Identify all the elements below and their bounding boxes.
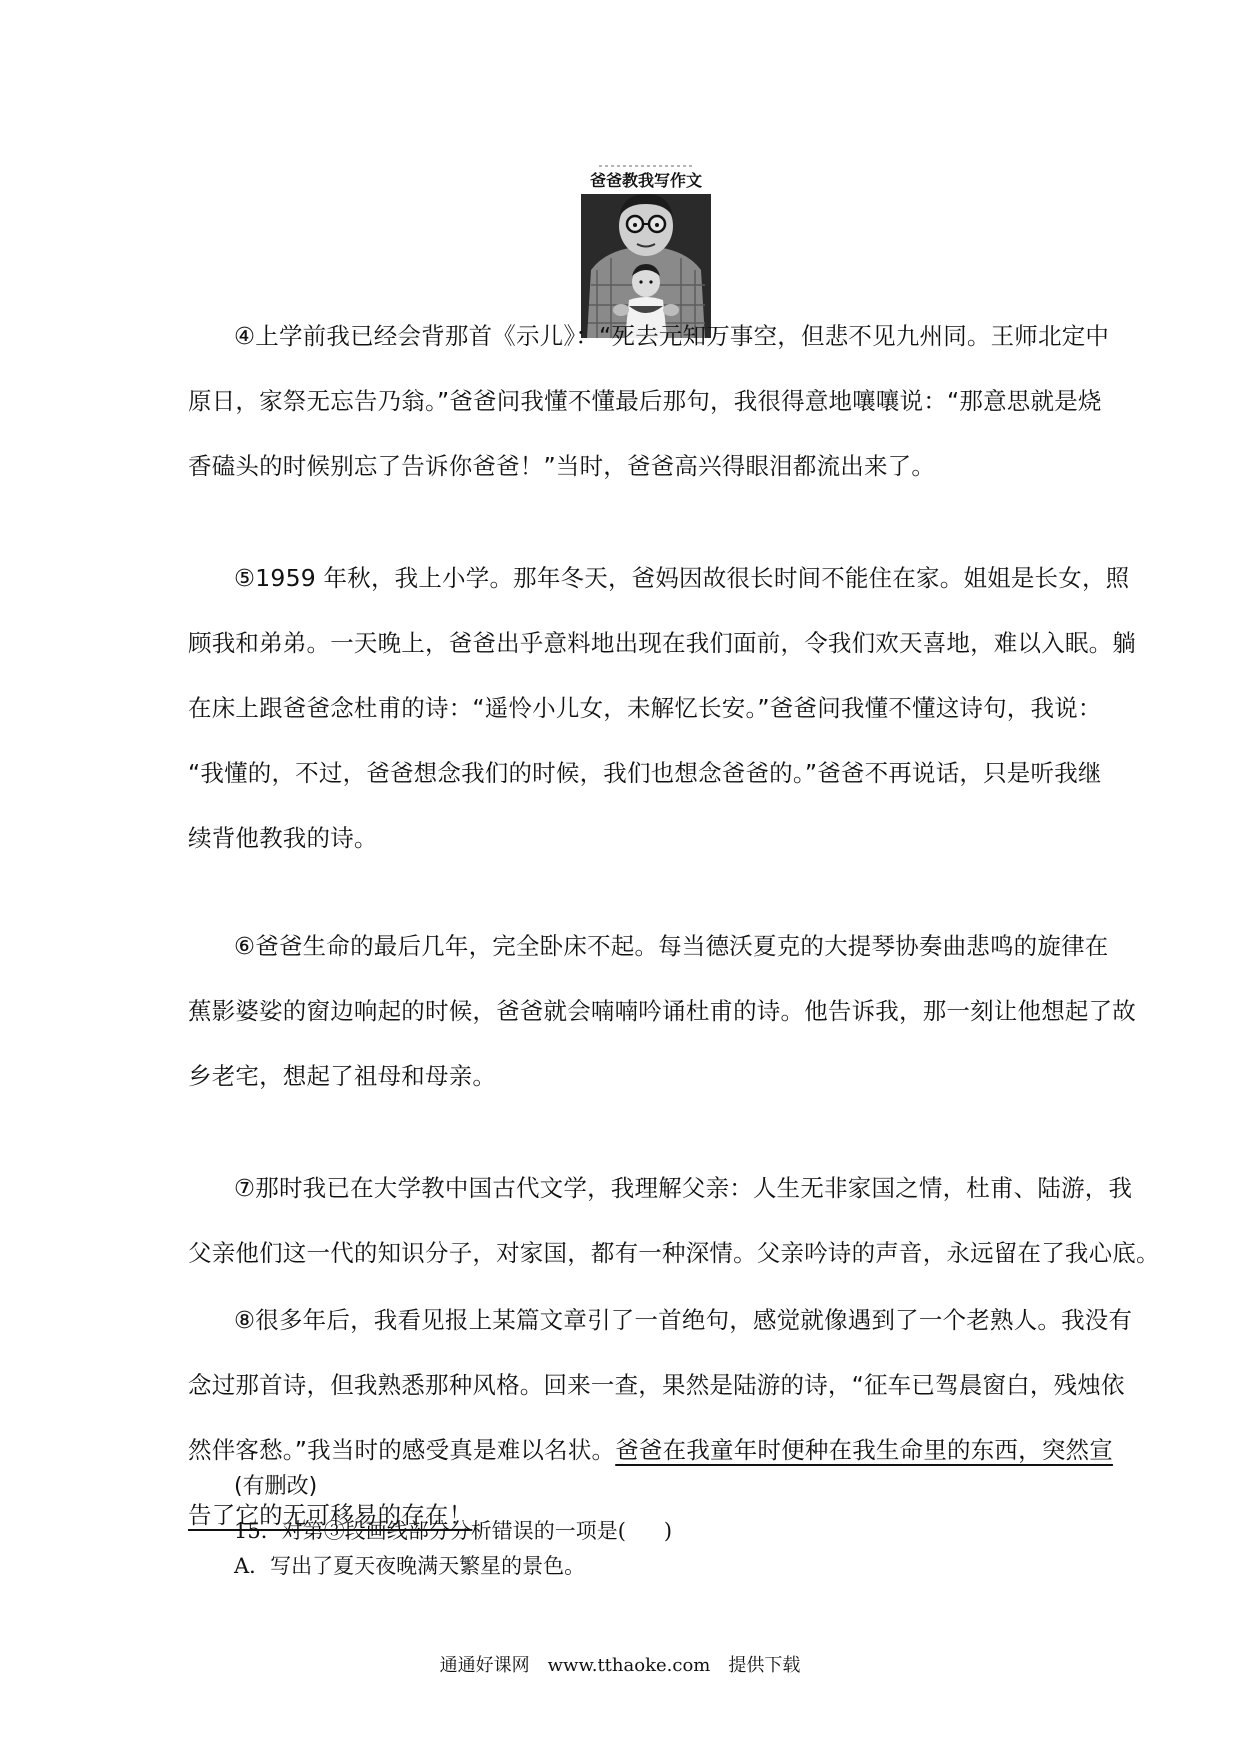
paragraph-line: 原日，家祭无忘告乃翁。”爸爸问我懂不懂最后那句，我很得意地嚷嚷说：“那意思就是烧 [188, 387, 1102, 415]
paragraph-line: 顾我和弟弟。一天晚上，爸爸出乎意料地出现在我们面前，令我们欢天喜地，难以入眠。躺 [188, 629, 1136, 657]
underlined-text: 爸爸在我童年时便种在我生命里的东西，突然宣 [615, 1436, 1113, 1464]
paragraph-line: ⑤1959 年秋，我上小学。那年冬天，爸妈因故很长时间不能住在家。姐姐是长女，照 [234, 564, 1130, 592]
paragraph-line-with-underline [188, 1418, 1113, 1483]
paragraph-5 [188, 546, 1136, 871]
paragraph-line: 念过那首诗，但我熟悉那种风格。回来一查，果然是陆游的诗，“征车已驾晨窗白，残烛依 [188, 1371, 1125, 1399]
paragraph-line: 续背他教我的诗。 [188, 824, 378, 852]
underlined-text: 告了它的无可移易的存在！ [188, 1501, 473, 1529]
paragraph-line: “我懂的，不过，爸爸想念我们的时候，我们也想念爸爸的。”爸爸不再说话，只是听我继 [188, 759, 1102, 787]
question-text: 15．对第③段画线部分分析错误的一项是( [234, 1519, 626, 1543]
paragraph-6 [188, 914, 1136, 1109]
question-15 [234, 1515, 672, 1547]
paragraph-7 [188, 1156, 1160, 1286]
paragraph-line: 父亲他们这一代的知识分子，对家国，都有一种深情。父亲吟诗的声音，永远留在了我心底。 [188, 1239, 1160, 1267]
paragraph-line: ⑦那时我已在大学教中国古代文学，我理解父亲：人生无非家国之情，杜甫、陆游，我 [234, 1174, 1133, 1202]
paragraph-line: 蕉影婆娑的窗边响起的时候，爸爸就会喃喃吟诵杜甫的诗。他告诉我，那一刻让他想起了故 [188, 997, 1136, 1025]
paragraph-8 [188, 1288, 1133, 1548]
question-close-paren: ) [663, 1519, 673, 1543]
page-footer: 通通好课网 www.tthaoke.com 提供下载 [439, 1655, 801, 1676]
paragraph-line: 香磕头的时候别忘了告诉你爸爸！”当时，爸爸高兴得眼泪都流出来了。 [188, 452, 936, 480]
paragraph-line: 在床上跟爸爸念杜甫的诗：“遥怜小儿女，未解忆长安。”爸爸问我懂不懂这诗句，我说： [188, 694, 1102, 722]
book-cover-title: 爸爸教我写作文 [589, 171, 703, 190]
paragraph-line: 乡老宅，想起了祖母和母亲。 [188, 1062, 497, 1090]
plain-text: 然伴客愁。”我当时的感受真是难以名状。 [188, 1436, 616, 1464]
paragraph-4 [188, 304, 1110, 499]
paragraph-line: ④上学前我已经会背那首《示儿》：“死去元知万事空，但悲不见九州同。王师北定中 [234, 322, 1110, 350]
paragraph-line: ⑧很多年后，我看见报上某篇文章引了一首绝句，感觉就像遇到了一个老熟人。我没有 [234, 1306, 1133, 1334]
paragraph-line: ⑥爸爸生命的最后几年，完全卧床不起。每当德沃夏克的大提琴协奏曲悲鸣的旋律在 [234, 932, 1109, 960]
option-a: A．写出了夏天夜晚满天繁星的景色。 [234, 1554, 586, 1578]
source-note: (有删改) [234, 1474, 318, 1499]
